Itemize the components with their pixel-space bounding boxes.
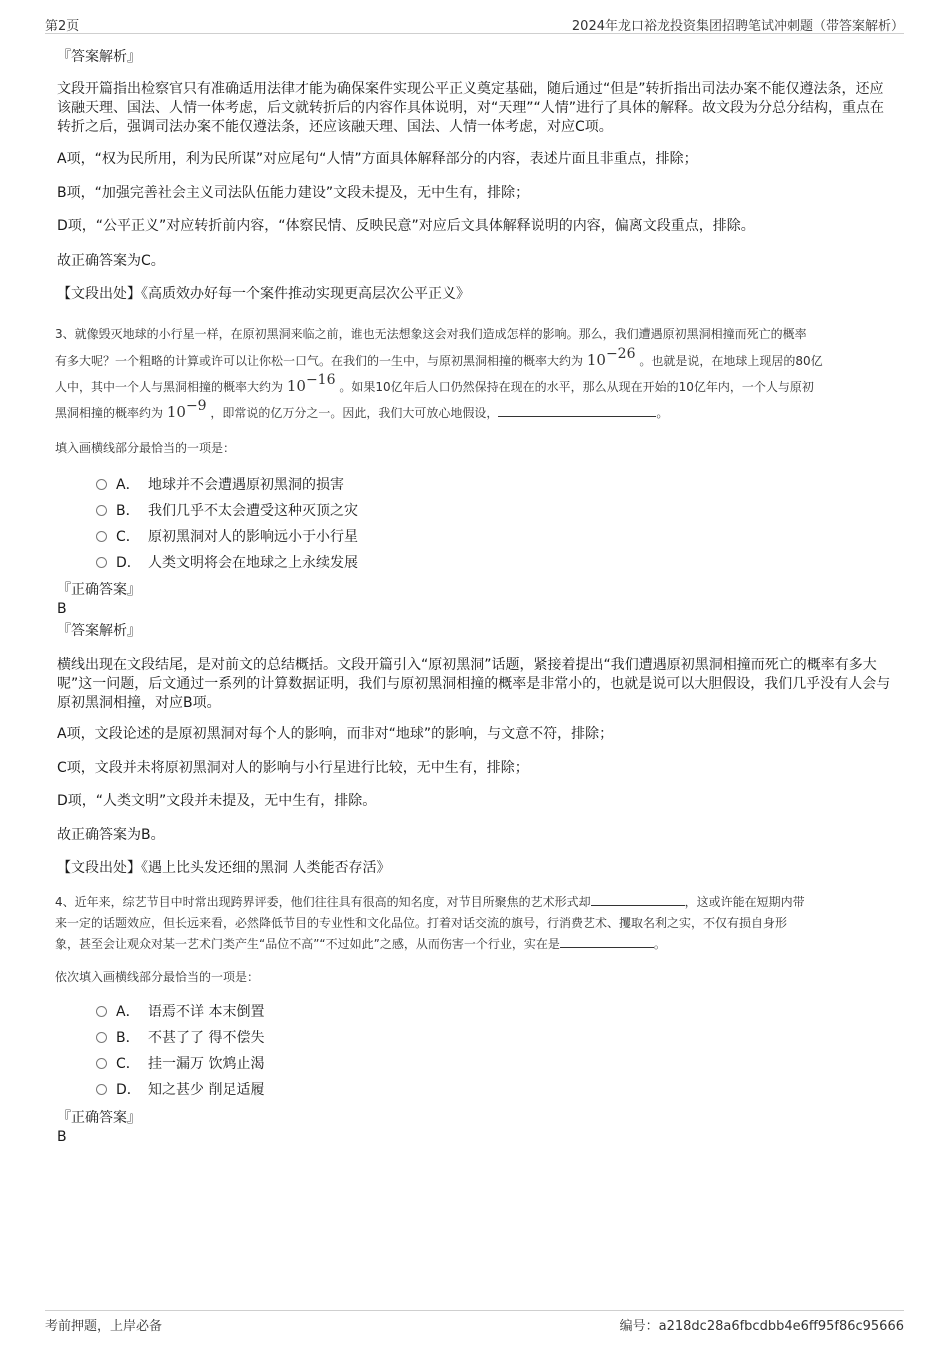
q3-line-1: 3、就像毁灭地球的小行星一样，在原初黑洞来临之前，谁也无法想象这会对我们造成怎样的影响。那么，我们遭遇原初黑洞相撞而死亡的概率	[55, 327, 807, 341]
q4-line-3: 象，甚至会让观众对某一艺术门类产生“品位不高”“不过如此”之感，从而伤害一个行业，实在是 。	[55, 937, 666, 951]
q4-line-2: 来一定的话题效应，但长远来看，必然降低节目的专业性和文化品位。打着对话交流的旗号，行消费艺术、攫取名利之实，不仅有损自身形	[55, 916, 788, 930]
footer-slogan: 考前押题，上岸必备	[45, 1319, 163, 1334]
document-title: 2024年龙口裕龙投资集团招聘笔试冲刺题（带答案解析）	[571, 19, 904, 34]
q3-analysis-d: D项，“人类文明”文段并未提及，无中生有，排除。	[57, 793, 377, 809]
source-tag: 【文段出处】	[57, 860, 141, 876]
q3-analysis-c: C项，文段并未将原初黑洞对人的影响与小行星进行比较，无中生有，排除；	[57, 760, 529, 776]
source-title: 《高质效办好每一个案件推动实现更高层次公平正义》	[141, 286, 470, 302]
q2-analysis-text: 文段开篇指出检察官只有准确适用法律才能为确保案件实现公平正义奠定基础，随后通过“但是”转折指出司法办案不能仅遵法条，还应该融天理、国法、人情一体考虑，后文就转折后的内容作具体说明，对“天理”“人情”进行了具体的解释。故文段为分总分结构，重点在转折之后，强调司法办案不能仅遵法条，还应该融天理、国法、人情一体考虑，对应C项。	[57, 81, 885, 135]
q3-option-b[interactable]: B． 我们几乎不太会遭受这种灭顶之灾	[96, 502, 358, 521]
q2-source	[57, 285, 895, 304]
radio-icon[interactable]	[96, 1032, 107, 1043]
q3-analysis-label: 『答案解析』	[57, 623, 141, 639]
page-header	[45, 13, 904, 34]
power-expression: 10−26	[586, 346, 636, 369]
q4-option-c[interactable]: C． 挂一漏万 饮鸩止渴	[96, 1055, 264, 1074]
power-expression: 10−16	[286, 372, 336, 395]
q3-source	[57, 859, 895, 878]
q4-option-d[interactable]: D． 知之甚少 削足适履	[96, 1081, 264, 1100]
page-number: 第2页	[45, 19, 80, 34]
q4-option-a[interactable]: A． 语焉不详 本末倒置	[96, 1003, 264, 1022]
source-title: 《遇上比头发还细的黑洞 人类能否存活》	[141, 860, 391, 876]
q4-option-b[interactable]: B． 不甚了了 得不偿失	[96, 1029, 264, 1048]
q3-line-3: 人中，其中一个人与黑洞相撞的概率大约为 10−16 。如果10亿年后人口仍然保持在现在的水平，那么从现在开始的10亿年内，一个人与原初	[55, 372, 814, 395]
radio-icon[interactable]	[96, 531, 107, 542]
radio-icon[interactable]	[96, 1006, 107, 1017]
q3-answer: B	[57, 601, 67, 617]
q3-line-2: 有多大呢？一个粗略的计算或许可以让你松一口气。在我们的一生中，与原初黑洞相撞的概率大约为 10−26 。也就是说，在地球上现居的80亿	[55, 346, 823, 369]
q3-correct-label: 『正确答案』	[57, 582, 141, 598]
q2-conclusion: 故正确答案为C。	[57, 253, 165, 269]
fill-blank	[591, 893, 685, 906]
radio-icon[interactable]	[96, 1058, 107, 1069]
q3-analysis-a: A项，文段论述的是原初黑洞对每个人的影响，而非对“地球”的影响，与文意不符，排除；	[57, 726, 614, 742]
q2-analysis-a: A项，“权为民所用，利为民所谋”对应尾句“人情”方面具体解释部分的内容，表述片面且非重点，排除；	[57, 151, 698, 167]
q4-answer: B	[57, 1129, 67, 1145]
page-footer	[45, 1310, 904, 1333]
source-tag: 【文段出处】	[57, 286, 141, 302]
q3-option-a[interactable]: A． 地球并不会遭遇原初黑洞的损害	[96, 476, 344, 495]
q2-analysis-label: 『答案解析』	[57, 49, 141, 65]
q2-analysis-b: B项，“加强完善社会主义司法队伍能力建设”文段未提及，无中生有，排除；	[57, 185, 530, 201]
document-code: 编号：a218dc28a6fbcdbb4e6ff95f86c95666	[619, 1319, 904, 1334]
radio-icon[interactable]	[96, 1084, 107, 1095]
radio-icon[interactable]	[96, 479, 107, 490]
fill-blank	[498, 404, 656, 417]
q2-analysis-d: D项，“公平正义”对应转折前内容，“体察民情、反映民意”对应后文具体解释说明的内容，偏离文段重点，排除。	[57, 218, 755, 234]
q4-line-1: 4、近年来，综艺节目中时常出现跨界评委，他们往往具有很高的知名度，对节目所聚焦的艺术形式却 ，这或许能在短期内带	[55, 895, 805, 909]
fill-blank	[560, 935, 654, 948]
q4-correct-label: 『正确答案』	[57, 1110, 141, 1126]
q3-conclusion: 故正确答案为B。	[57, 827, 165, 843]
q3-option-c[interactable]: C． 原初黑洞对人的影响远小于小行星	[96, 528, 358, 547]
radio-icon[interactable]	[96, 557, 107, 568]
power-expression: 10−9	[166, 398, 207, 421]
q3-analysis-text: 横线出现在文段结尾，是对前文的总结概括。文段开篇引入“原初黑洞”话题，紧接着提出“我们遭遇原初黑洞相撞而死亡的概率有多大呢”这一问题，后文通过一系列的计算数据证明，我们与原初黑洞相撞的概率是非常小的，也就是说可以大胆假设，我们几乎没有人会与原初黑洞相撞，对应B项。	[57, 657, 891, 711]
q3-line-4: 黑洞相撞的概率约为 10−9 ，即常说的亿万分之一。因此，我们大可放心地假设， 。	[55, 398, 669, 421]
radio-icon[interactable]	[96, 505, 107, 516]
q4-stem	[55, 892, 897, 955]
q3-option-d[interactable]: D． 人类文明将会在地球之上永续发展	[96, 554, 358, 573]
q3-stem	[55, 324, 897, 428]
q3-prompt: 填入画横线部分最恰当的一项是：	[55, 441, 236, 455]
q4-prompt: 依次填入画横线部分最恰当的一项是：	[55, 970, 260, 984]
